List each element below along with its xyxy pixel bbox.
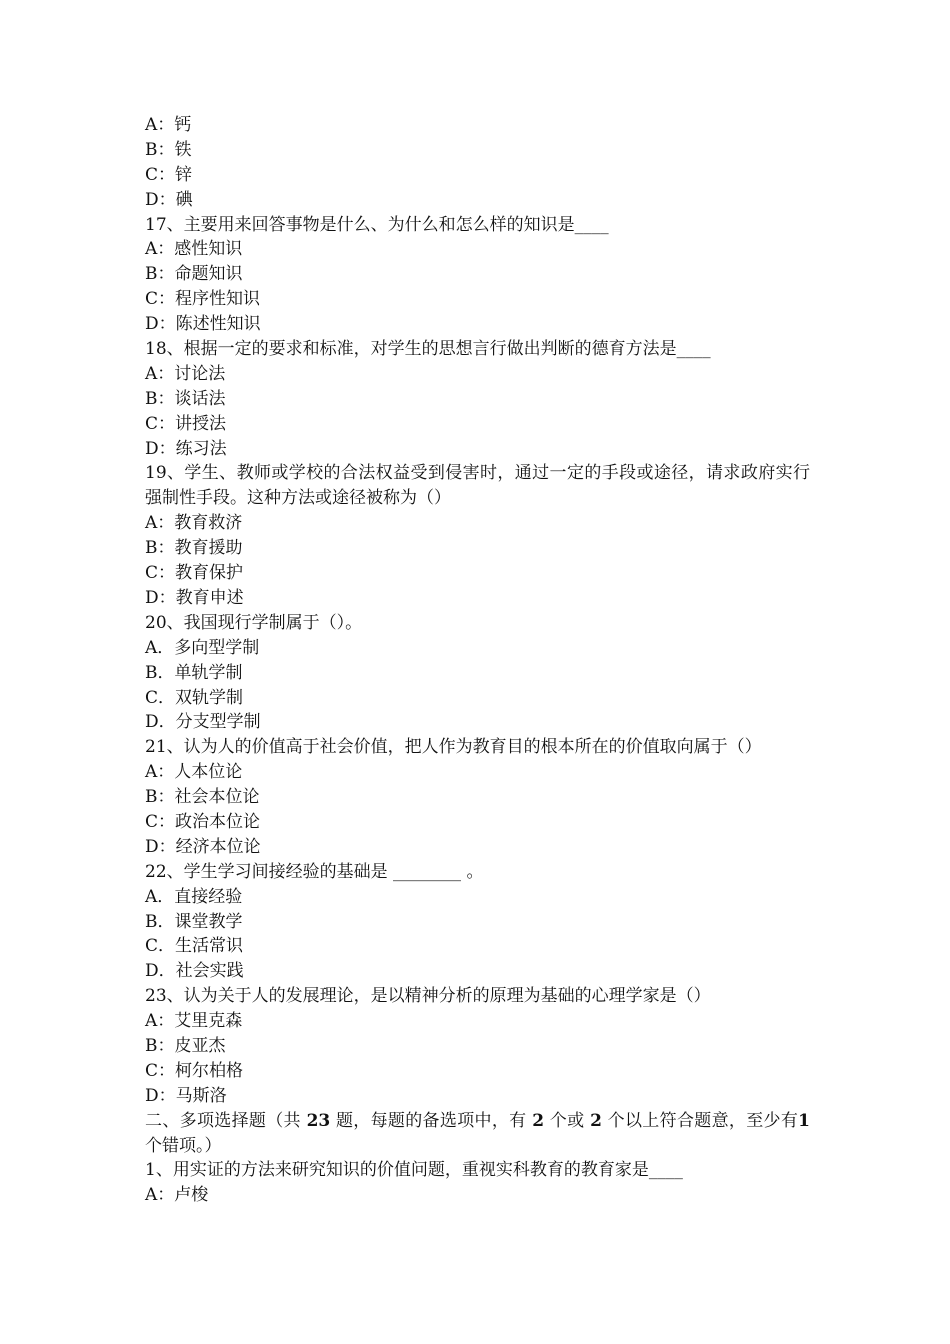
option-line: B．课堂教学 <box>145 911 243 932</box>
section-text: 二、多项选择题（共 <box>145 1110 307 1131</box>
option-line: D．社会实践 <box>145 961 244 982</box>
option-line: B：铁 <box>145 139 192 160</box>
option-line: A：感性知识 <box>145 239 243 260</box>
option-line: A．直接经验 <box>145 886 243 907</box>
option-line: C：程序性知识 <box>145 289 261 310</box>
section-text: 个或 <box>544 1110 591 1131</box>
question-22: 22、学生学习间接经验的基础是 ________ 。 <box>145 861 484 882</box>
section-heading <box>145 1109 810 1159</box>
section-text: 个以上符合题意，至少有 <box>601 1110 799 1131</box>
question-23: 23、认为关于人的发展理论，是以精神分析的原理为基础的心理学家是（） <box>145 986 711 1007</box>
option-line: D：碘 <box>145 189 193 210</box>
option-line: C：柯尔柏格 <box>145 1060 244 1081</box>
option-line: A：教育救济 <box>145 513 243 534</box>
option-line: C．双轨学制 <box>145 687 244 708</box>
option-line: B：教育援助 <box>145 538 243 559</box>
option-line: A：艾里克森 <box>145 1011 243 1032</box>
option-line: C．生活常识 <box>145 936 244 957</box>
section-number: 2 <box>590 1110 602 1131</box>
question-1: 1、用实证的方法来研究知识的价值问题，重视实科教育的教育家是____ <box>145 1160 683 1181</box>
option-line: D：马斯洛 <box>145 1085 227 1106</box>
option-line: D：经济本位论 <box>145 836 261 857</box>
option-line: C：锌 <box>145 164 193 185</box>
option-line: A：钙 <box>145 115 192 135</box>
question-19: 19、学生、教师或学校的合法权益受到侵害时，通过一定的手段或途径，请求政府实行强制性手段。这种方法或途径被称为（） <box>145 463 810 509</box>
option-line: D：练习法 <box>145 438 227 459</box>
section-text: 个错项。） <box>145 1135 222 1156</box>
option-line: C：教育保护 <box>145 563 244 584</box>
option-line: A：讨论法 <box>145 363 226 384</box>
option-line: B：谈话法 <box>145 388 226 409</box>
option-line: A．多向型学制 <box>145 637 260 658</box>
question-21: 21、认为人的价值高于社会价值，把人作为教育目的根本所在的价值取向属于（） <box>145 737 762 758</box>
question-20: 20、我国现行学制属于（）。 <box>145 612 363 633</box>
question-17: 17、主要用来回答事物是什么、为什么和怎么样的知识是____ <box>145 214 609 235</box>
section-text: 题，每题的备选项中，有 <box>330 1110 533 1131</box>
question-count: 23 <box>306 1110 331 1131</box>
option-line: B：社会本位论 <box>145 787 260 808</box>
option-line: C：政治本位论 <box>145 811 261 832</box>
option-line: B：皮亚杰 <box>145 1035 226 1056</box>
section-number: 2 <box>532 1110 545 1131</box>
option-line: D．分支型学制 <box>145 712 261 733</box>
option-line: D：陈述性知识 <box>145 314 261 335</box>
section-number: 1 <box>798 1110 811 1131</box>
document-page <box>145 113 810 1208</box>
option-line: A：人本位论 <box>145 762 243 783</box>
question-18: 18、根据一定的要求和标准，对学生的思想言行做出判断的德育方法是____ <box>145 339 711 360</box>
option-line: B：命题知识 <box>145 264 243 285</box>
option-line: C：讲授法 <box>145 413 227 434</box>
option-line: D：教育申述 <box>145 587 244 608</box>
option-line: A：卢梭 <box>145 1185 209 1206</box>
option-line: B．单轨学制 <box>145 662 243 683</box>
